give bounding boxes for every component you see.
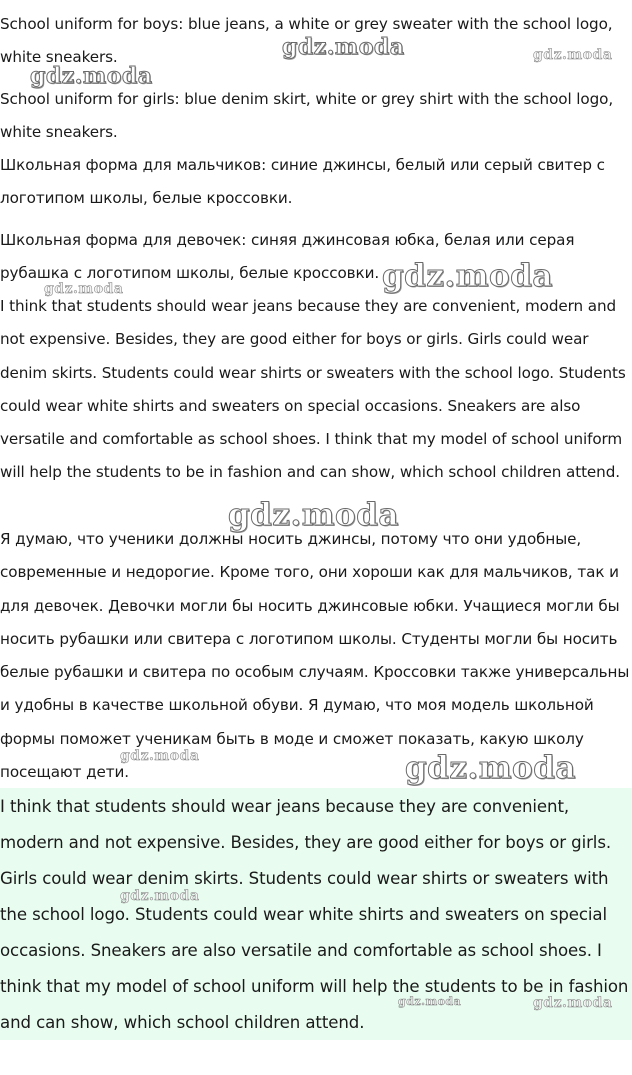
watermark-logo: gdz.moda — [398, 995, 462, 1008]
watermark-logo: gdz.moda — [120, 888, 200, 904]
paragraph-highlighted-answer: I think that students should wear jeans because they are convenient, modern and not expensive. Besides, they are good either for boys or girls. Girls could wear denim skirts. Students could wear shirts or sweaters with the school logo. Students could wear white shirts and sweaters on special occasions. Sneakers are also versatile and comfortable as school shoes. I think that my model of school uniform will help the students to be in fashion and can show, which school children attend. — [0, 797, 629, 1032]
watermark-logo: gdz.moda — [282, 34, 405, 60]
watermark-logo: gdz.moda — [120, 748, 200, 764]
watermark-logo: gdz.moda — [533, 995, 613, 1011]
paragraph-opinion-en: I think that students should wear jeans because they are convenient, modern and not expensive. Besides, they are good either for boys or girls. Girls could wear denim skirts. Students could wear shirts or sweaters with the school logo. Students could wear white shirts and sweaters on special occasions. Sneakers are also versatile and comfortable as school shoes. I think that my model of school uniform will help the students to be in fashion and can show, which school children attend. — [0, 297, 626, 482]
watermark-logo: gdz.moda — [405, 750, 576, 786]
watermark-logo: gdz.moda — [30, 63, 153, 89]
watermark-logo: gdz.moda — [533, 47, 613, 63]
watermark-logo: gdz.moda — [228, 497, 399, 533]
paragraph-girls-uniform-ru: Школьная форма для девочек: синяя джинсовая юбка, белая или серая рубашка с логотипом школы, белые кроссовки. — [0, 231, 575, 283]
watermark-logo: gdz.moda — [44, 281, 124, 297]
paragraph-boys-uniform-en: School uniform for boys: blue jeans, a white or grey sweater with the school logo, white sneakers. — [0, 15, 613, 67]
watermark-logo: gdz.moda — [382, 258, 553, 294]
paragraph-opinion-ru: Я думаю, что ученики должны носить джинсы, потому что они удобные, современные и недорогие. Кроме того, они хороши как для мальчиков, так и для девочек. Девочки могли бы носить джинсовые юбки. Учащиеся могли бы носить рубашки или свитера с логотипом школы. Студенты могли бы носить белые рубашки и свитера по особым случаям. Кроссовки также универсальны и удобны в качестве школьной обуви. Я думаю, что моя модель школьной формы поможет ученикам быть в моде и сможет показать, какую школу посещают дети. — [0, 530, 630, 782]
paragraph-boys-uniform-ru: Школьная форма для мальчиков: синие джинсы, белый или серый свитер с логотипом школы, белые кроссовки. — [0, 156, 605, 208]
paragraph-girls-uniform-en: School uniform for girls: blue denim skirt, white or grey shirt with the school logo, white sneakers. — [0, 90, 614, 142]
